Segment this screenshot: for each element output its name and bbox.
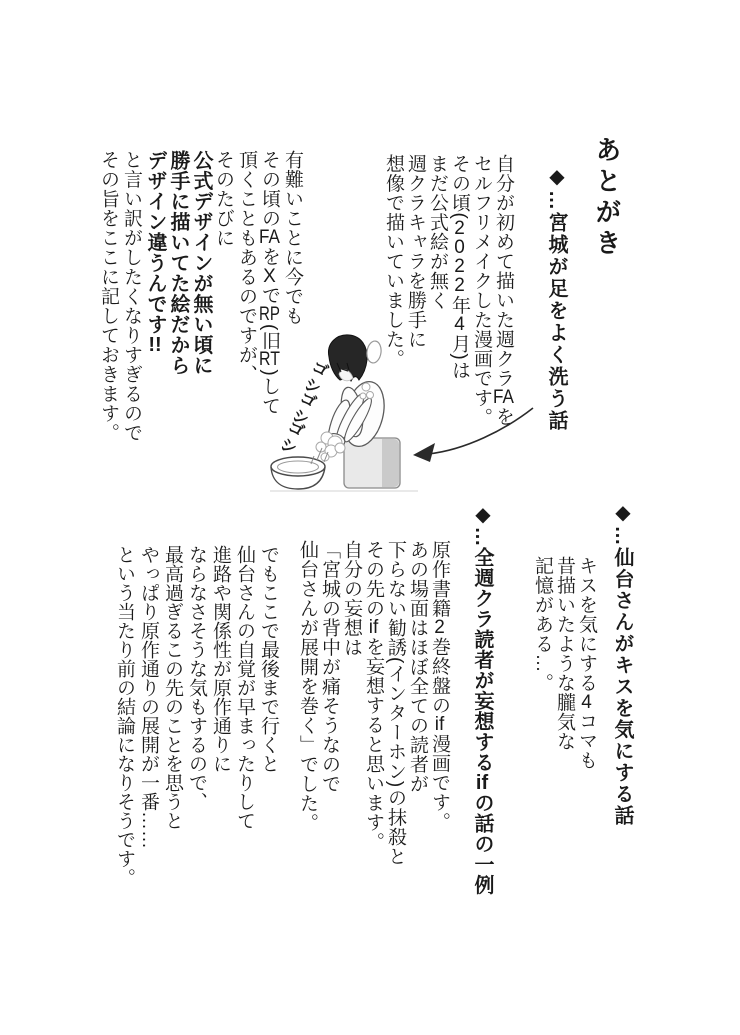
text-line: ならなさそうな気もするので、 bbox=[186, 545, 207, 811]
wash-basin bbox=[271, 457, 325, 489]
text-line-emphasis: 公式デザインが無い頃に bbox=[190, 150, 212, 376]
text-line-emphasis: 勝手に描いてた絵だから bbox=[167, 150, 189, 376]
section3-paragraph-left bbox=[112, 545, 280, 887]
text-line: その頃のFAをXでRP(旧RT)して bbox=[259, 150, 280, 416]
section2-heading: ◆…仙台さんがキスを気にする話 bbox=[611, 500, 633, 827]
text-line: 下らない勧誘(インターホン)の抹殺と bbox=[385, 540, 406, 866]
section1-heading: ◆…宮城が足をよく洗う話 bbox=[545, 164, 567, 432]
text-line: 頂くこともあるのですが、 bbox=[236, 150, 257, 384]
text-line: その旨をここに記しておきます。 bbox=[98, 150, 119, 443]
text-line: 週クラキャラを勝手に bbox=[405, 154, 426, 349]
text-line: 進路や関係性が原作通りに bbox=[210, 545, 231, 773]
text-line: 記憶がある…。 bbox=[532, 556, 553, 693]
text-line: やっぱり原作通りの展開が一番…… bbox=[138, 545, 159, 849]
bubble bbox=[366, 340, 383, 364]
stool bbox=[344, 438, 400, 488]
text-line: 想像で描いていました。 bbox=[383, 154, 404, 369]
curved-arrow-icon bbox=[410, 400, 536, 464]
text-line: 仙台さんの自覚が早まったりして bbox=[234, 545, 255, 830]
text-line: その先のifを妄想すると思います。 bbox=[363, 540, 384, 852]
text-line: 昔描いたような朧気な bbox=[554, 556, 575, 751]
text-line: 有難いことに今でも bbox=[282, 150, 303, 326]
text-line: あの場面はほぼ全ての読者が bbox=[407, 540, 428, 794]
sfx-goshi: ゴシ bbox=[298, 354, 331, 400]
text-line: という当たり前の結論になりそうです。 bbox=[114, 545, 135, 887]
head bbox=[329, 335, 368, 381]
text-line: キスを気にする4コマも bbox=[576, 556, 597, 770]
text-line: 自分が初めて描いた週クラFAを bbox=[493, 154, 514, 427]
text-line: その頃(2022年4月)は bbox=[449, 154, 470, 380]
text-line: セルフリメイクした漫画です。 bbox=[471, 154, 492, 427]
text-line: そのたびに bbox=[213, 150, 234, 248]
page-title: あとがき bbox=[592, 136, 622, 260]
text-line: 最高過ぎるこの先のことを思うと bbox=[162, 545, 183, 830]
sfx-goshi: ゴシ bbox=[274, 414, 307, 460]
text-line: と言い訳がしたくなりすぎるので bbox=[121, 150, 142, 443]
section3-heading: ◆…全週クラ読者が妄想するifの話の一例 bbox=[471, 502, 493, 895]
sfx-goshi: ゴシ bbox=[286, 385, 319, 431]
text-line: 仙台さんが展開を巻く」でした。 bbox=[297, 540, 318, 833]
section3-paragraph-right bbox=[296, 540, 450, 866]
text-line: 自分の妄想は bbox=[341, 540, 362, 657]
text-line: 「宮城の背中が痛そうなので bbox=[319, 540, 340, 794]
text-line: 原作書籍2巻終盤のif漫画です。 bbox=[429, 540, 450, 832]
text-line: まだ公式絵が無く bbox=[427, 154, 448, 310]
text-line-emphasis: デザイン違うんです!! bbox=[144, 150, 166, 355]
section2-paragraph bbox=[531, 556, 597, 770]
text-line: でもここで最後まで行くと bbox=[258, 545, 279, 773]
